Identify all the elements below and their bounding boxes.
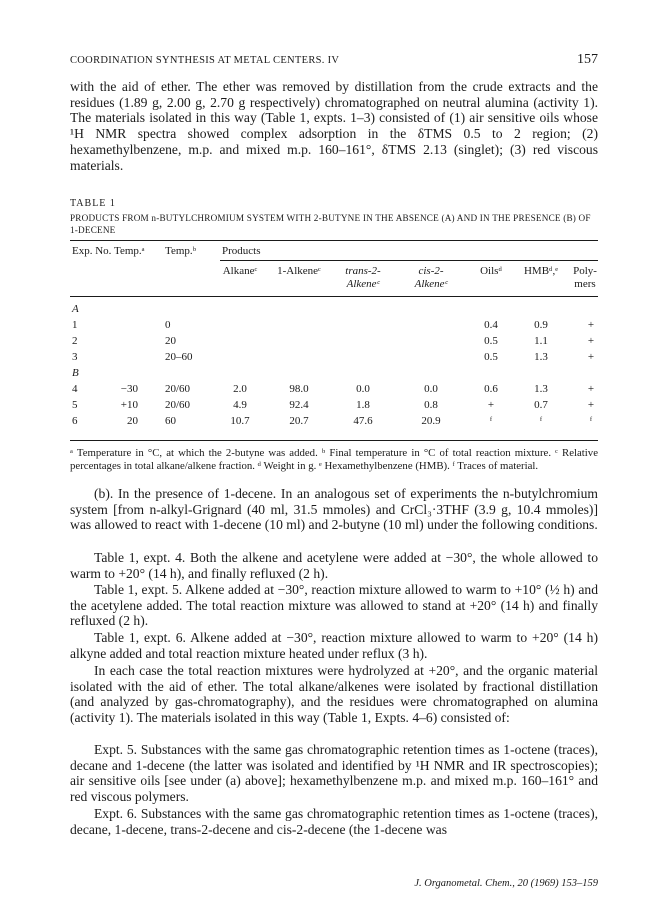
- cell-hmb: 1.3: [534, 351, 548, 363]
- cell-hmb: 0.9: [534, 319, 548, 331]
- table-top-rule: [70, 240, 598, 241]
- cell-exp: 3: [72, 351, 78, 363]
- cell-polymers: +: [587, 399, 595, 411]
- cell-cis-2-alkene: 0.0: [424, 383, 438, 395]
- cell-hmb: ᶠ: [539, 415, 543, 427]
- cell-exp: A: [72, 303, 79, 315]
- table-label: TABLE 1: [70, 198, 116, 209]
- body-paragraph: Table 1, expt. 5. Alkene added at −30°, reaction mixture allowed to warm to +10° (½ h) and the acetylene added. The total reaction mixture was allowed to stand at +20° (14 h) and finally refluxed (2 h).: [70, 582, 598, 629]
- body-paragraph: In each case the total reaction mixtures were hydrolyzed at +20°, and the organic material isolated with the aid of ether. The total alkane/alkenes were isolated by fractional distillation (and analyzed by gas-chromatography), and the residues were chromatographed on alumina (activity 1). The materials isolated in this way (Table 1, Expts. 4–6) consisted of:: [70, 663, 598, 726]
- cell-temp-b: 20–60: [165, 351, 193, 363]
- table-caption: PRODUCTS FROM n-BUTYLCHROMIUM SYSTEM WITH 2-BUTYNE IN THE ABSENCE (A) AND IN THE PRESENCE (B) OF 1-DECENE: [70, 213, 591, 235]
- cell-temp-b: 20/60: [165, 399, 191, 411]
- table-bottom-rule: [70, 440, 598, 441]
- cell-exp: 4: [72, 383, 78, 395]
- body-paragraph: (b). In the presence of 1-decene. In an analogous set of experiments the n-butylchromium system [from n-alkyl-Grignard (40 ml, 31.5 mmoles) and CrCl₃·3THF (3.9 g, 10.4 mmoles)] was allowed to react with 1-decene (10 ml) and 2-butyne (10 ml) under the following conditions.: [70, 486, 598, 533]
- cell-oils: ᶠ: [489, 415, 493, 427]
- page-number: 157: [577, 52, 598, 67]
- cell-alkane: 2.0: [233, 383, 247, 395]
- header-products: Products: [222, 245, 261, 257]
- body-paragraph: Table 1, expt. 4. Both the alkene and acetylene were added at −30°, the whole allowed to warm to +20° (14 h), and finally refluxed (2 h).: [70, 550, 598, 581]
- cell-temp-a: 20: [127, 415, 138, 427]
- header-hmb: HMBᵈ,ᵉ: [523, 265, 559, 277]
- footnote: ᵃ Temperature in °C, at which the 2-butyne was added. ᵇ Final temperature in °C of total reaction mixture. ᶜ Relative percentages in total alkane/alkene fraction. ᵈ Weight in g. ᵉ Hexamethylbenzene (HMB). ᶠ Traces of material.: [70, 447, 598, 472]
- cell-hmb: 1.1: [534, 335, 548, 347]
- body-paragraph: Expt. 6. Substances with the same gas chromatographic retention times as 1-octene (traces), decane, 1-decene, trans-2-decene and cis-2-decene (the 1-decene was: [70, 806, 598, 837]
- cell-exp: 6: [72, 415, 78, 427]
- cell-exp: B: [72, 367, 79, 379]
- cell-exp: 2: [72, 335, 78, 347]
- cell-alkane: 4.9: [233, 399, 247, 411]
- cell-temp-a: −30: [120, 383, 138, 395]
- header-polymers: Poly-mers: [573, 265, 597, 290]
- cell-polymers: +: [587, 351, 595, 363]
- cell-1-alkene: 92.4: [289, 399, 309, 411]
- header-exp-no: Exp. No.: [72, 245, 112, 257]
- cell-cis-2-alkene: 20.9: [421, 415, 441, 427]
- cell-cis-2-alkene: 0.8: [424, 399, 438, 411]
- cell-oils: 0.5: [484, 335, 498, 347]
- header-trans-2-alkene: trans-2-Alkeneᶜ: [345, 265, 381, 290]
- cell-oils: 0.6: [484, 383, 498, 395]
- body-paragraph: Expt. 5. Substances with the same gas chromatographic retention times as 1-octene (traces), decane and 1-decene (the latter was isolated and identified by ¹H NMR and IR spectroscopies); air sensitive oils [see under (a) above]; hexamethylbenzene m.p. and mixed m.p. 160–161° and red viscous polymers.: [70, 742, 598, 805]
- cell-polymers: ᶠ: [589, 415, 593, 427]
- header-bottom-rule: [70, 296, 598, 297]
- products-rule: [220, 260, 598, 261]
- cell-alkane: 10.7: [230, 415, 250, 427]
- intro-paragraph: with the aid of ether. The ether was removed by distillation from the crude extracts and the residues (1.89 g, 2.00 g, 2.70 g respectively) chromatographed on neutral alumina (activity 1). The materials isolated in this way (Table 1, expts. 1–3) consisted of (1) air sensitive oils whose ¹H NMR spectra showed complex adsorption in the δTMS 0.5 to 2 region; (2) hexamethylbenzene, m.p. and mixed m.p. 160–161°, δTMS 2.13 (singlet); (3) red viscous materials.: [70, 79, 598, 173]
- cell-temp-b: 20/60: [165, 383, 191, 395]
- cell-temp-b: 60: [165, 415, 176, 427]
- table-footnotes: [70, 447, 598, 472]
- cell-1-alkene: 20.7: [289, 415, 309, 427]
- cell-exp: 5: [72, 399, 78, 411]
- header-temp-b: Temp.ᵇ: [165, 245, 197, 257]
- cell-temp-a: +10: [120, 399, 138, 411]
- cell-polymers: +: [587, 319, 595, 331]
- cell-oils: 0.4: [484, 319, 498, 331]
- cell-trans-2-alkene: 0.0: [356, 383, 370, 395]
- running-title: COORDINATION SYNTHESIS AT METAL CENTERS. IV: [70, 55, 340, 66]
- header-temp-a: Temp.ᵃ: [114, 245, 145, 257]
- cell-polymers: +: [587, 335, 595, 347]
- cell-trans-2-alkene: 47.6: [353, 415, 373, 427]
- cell-oils: +: [487, 399, 495, 411]
- body-paragraph: Table 1, expt. 6. Alkene added at −30°, reaction mixture allowed to warm to +20° (14 h) alkyne added and total reaction mixture heated under reflux (3 h).: [70, 630, 598, 661]
- cell-hmb: 1.3: [534, 383, 548, 395]
- header-oils: Oilsᵈ: [480, 265, 502, 277]
- header-cis-2-alkene: cis-2-Alkeneᶜ: [414, 265, 448, 290]
- cell-exp: 1: [72, 319, 78, 331]
- cell-hmb: 0.7: [534, 399, 548, 411]
- cell-temp-b: 20: [165, 335, 176, 347]
- page-header: [70, 52, 598, 72]
- cell-trans-2-alkene: 1.8: [356, 399, 370, 411]
- header-1-alkene: 1-Alkeneᶜ: [277, 265, 321, 277]
- cell-polymers: +: [587, 383, 595, 395]
- cell-oils: 0.5: [484, 351, 498, 363]
- cell-1-alkene: 98.0: [289, 383, 309, 395]
- cell-temp-b: 0: [165, 319, 171, 331]
- journal-footer: J. Organometal. Chem., 20 (1969) 153–159: [414, 878, 598, 889]
- header-alkane: Alkaneᶜ: [222, 265, 258, 277]
